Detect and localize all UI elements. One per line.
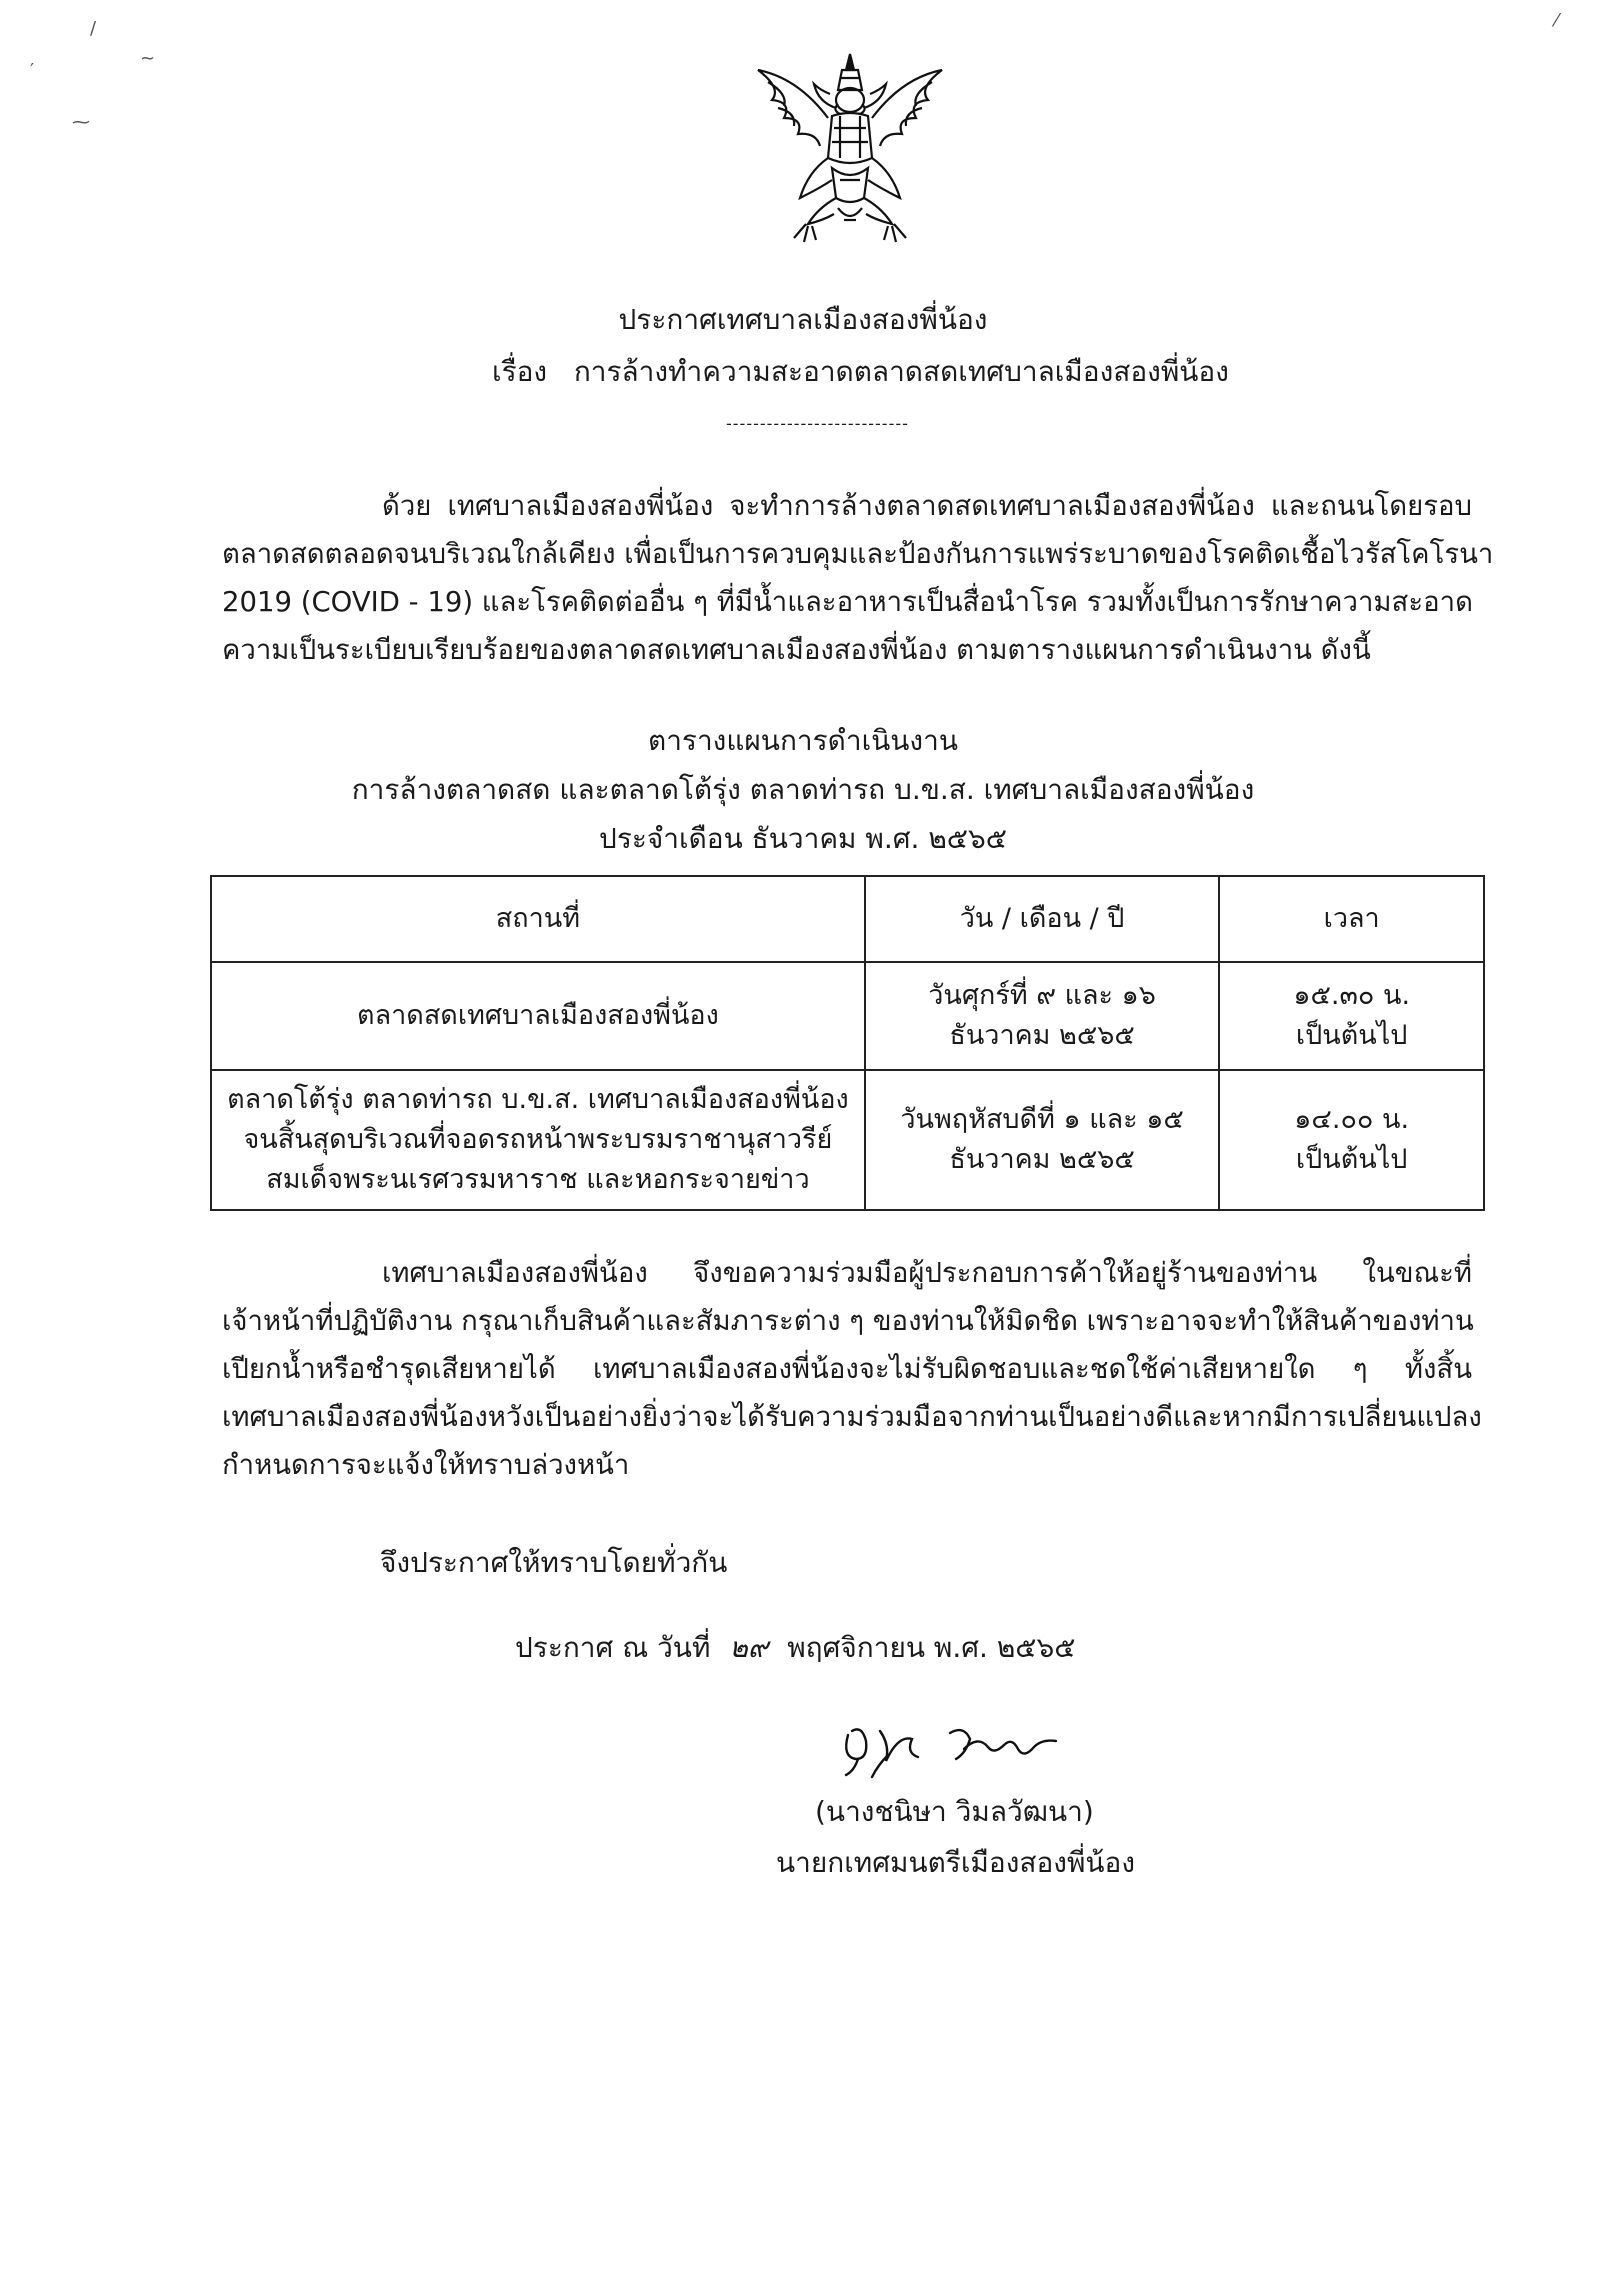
date-cell (865, 962, 1219, 1070)
time-line: ๑๕.๓๐ น. (1293, 980, 1411, 1011)
date-day: ๒๙ (729, 1631, 769, 1664)
column-header-time: เวลา (1219, 876, 1484, 962)
request-line: กำหนดการจะแจ้งให้ทราบล่วงหน้า (222, 1449, 630, 1481)
place-cell (211, 1070, 865, 1210)
request-line: เปียกน้ำหรือชำรุดเสียหายได้ เทศบาลเมืองสองพี่น้องจะไม่รับผิดชอบและชดใช้ค่าเสียหายใด ๆ ทั้งสิ้น (222, 1353, 1472, 1385)
time-cell (1219, 962, 1484, 1070)
signatory-name: (นางชนิษา วิมลวัฒนา) (815, 1795, 1094, 1828)
date-month-year: พฤศจิกายน พ.ศ. ๒๕๖๕ (787, 1631, 1076, 1664)
scan-speck: ⁄ (1555, 10, 1559, 31)
handwritten-signature-icon (828, 1705, 1068, 1785)
subject-prefix: เรื่อง (492, 355, 548, 388)
date-line: วันศุกร์ที่ ๙ และ ๑๖ (928, 980, 1156, 1011)
signatory-position: นายกเทศมนตรีเมืองสองพี่น้อง (776, 1846, 1136, 1879)
date-line: วันพฤหัสบดีที่ ๑ และ ๑๕ (900, 1104, 1184, 1135)
request-line: เทศบาลเมืองสองพี่น้องหวังเป็นอย่างยิ่งว่าจะได้รับความร่วมมือจากท่านเป็นอย่างดีและหากมีการเปลี่ยนแปลง (222, 1401, 1482, 1433)
scan-speck: / (90, 18, 97, 39)
place-line: ตลาดสดเทศบาลเมืองสองพี่น้อง (357, 1000, 719, 1031)
schedule-heading-3: ประจำเดือน ธันวาคม พ.ศ. ๒๕๖๕ (599, 822, 1007, 855)
garuda-emblem-icon (748, 48, 953, 253)
request-line: เจ้าหน้าที่ปฏิบัติงาน กรุณาเก็บสินค้าและสัมภาระต่าง ๆ ของท่านให้มิดชิด เพราะอาจจะทำให้สินค้าของท่าน (222, 1305, 1474, 1337)
announcement-title: ประกาศเทศบาลเมืองสองพี่น้อง (618, 303, 988, 336)
time-line: เป็นต้นไป (1295, 1144, 1408, 1175)
intro-line: ความเป็นระเบียบเรียบร้อยของตลาดสดเทศบาลเมืองสองพี่น้อง ตามตารางแผนการดำเนินงาน ดังนี้ (222, 634, 1371, 666)
subject-text: การล้างทำความสะอาดตลาดสดเทศบาลเมืองสองพี่น้อง (573, 355, 1229, 388)
column-header-date: วัน / เดือน / ปี (865, 876, 1219, 962)
request-line: เทศบาลเมืองสองพี่น้อง จึงขอความร่วมมือผู้ประกอบการค้าให้อยู่ร้านของท่าน ในขณะที่ (382, 1257, 1472, 1289)
scan-speck: ⁓ (72, 112, 90, 133)
place-line: สมเด็จพระนเรศวรมหาราช และหอกระจายข่าว (266, 1164, 810, 1195)
schedule-table (210, 875, 1485, 1211)
request-paragraph (222, 1249, 1482, 1489)
place-line: ตลาดโต้รุ่ง ตลาดท่ารถ บ.ข.ส. เทศบาลเมืองสองพี่น้อง (227, 1084, 849, 1115)
place-cell (211, 962, 865, 1070)
table-header-row (211, 876, 1484, 962)
title-separator: --------------------------- (726, 414, 909, 433)
time-line: เป็นต้นไป (1295, 1020, 1408, 1051)
intro-paragraph (222, 482, 1494, 674)
schedule-heading-1: ตารางแผนการดำเนินงาน (648, 724, 958, 757)
schedule-heading-2: การล้างตลาดสด และตลาดโต้รุ่ง ตลาดท่ารถ บ.ข.ส. เทศบาลเมืองสองพี่น้อง (351, 773, 1255, 806)
announcement-subject (492, 352, 1229, 392)
table-row (211, 1070, 1484, 1210)
date-prefix: ประกาศ ณ วันที่ (515, 1631, 711, 1664)
column-header-place: สถานที่ (211, 876, 865, 962)
place-line: จนสิ้นสุดบริเวณที่จอดรถหน้าพระบรมราชานุสาวรีย์ (243, 1124, 833, 1155)
table-row (211, 962, 1484, 1070)
date-cell (865, 1070, 1219, 1210)
scan-speck: ′ (30, 60, 35, 81)
intro-line: ด้วย เทศบาลเมืองสองพี่น้อง จะทำการล้างตลาดสดเทศบาลเมืองสองพี่น้อง และถนนโดยรอบ (382, 490, 1472, 522)
intro-line: 2019 (COVID - 19) และโรคติดต่ออื่น ๆ ที่มีน้ำและอาหารเป็นสื่อนำโรค รวมทั้งเป็นการรักษาความสะอาด (222, 586, 1473, 618)
date-line: ธันวาคม ๒๕๖๕ (949, 1144, 1135, 1175)
closing-statement: จึงประกาศให้ทราบโดยทั่วกัน (380, 1546, 728, 1579)
date-line: ธันวาคม ๒๕๖๕ (949, 1020, 1135, 1051)
time-line: ๑๔.๐๐ น. (1294, 1104, 1410, 1135)
time-cell (1219, 1070, 1484, 1210)
announcement-date (515, 1628, 1075, 1668)
intro-line: ตลาดสดตลอดจนบริเวณใกล้เคียง เพื่อเป็นการควบคุมและป้องกันการแพร่ระบาดของโรคติดเชื้อไวรัสโคโรนา (222, 538, 1494, 570)
scan-speck: ~ (140, 48, 156, 69)
